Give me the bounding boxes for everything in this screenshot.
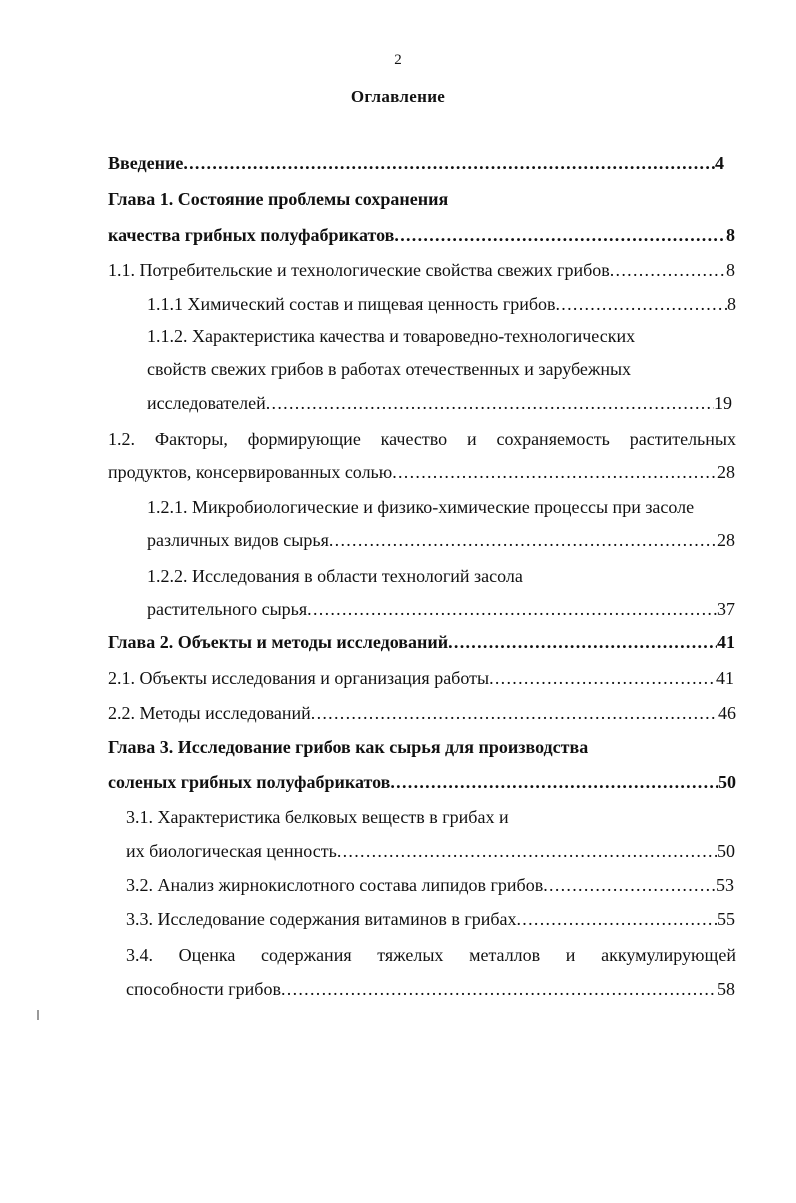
toc-entry-text: 3.1. Характеристика белковых веществ в грибах и (126, 807, 509, 827)
dot-leader (394, 218, 726, 252)
toc-entry-section-1-2-2[interactable] (147, 592, 735, 626)
toc-page-number: 50 (717, 841, 735, 861)
toc-entry-text: Введение (108, 153, 184, 173)
toc-entry-section-1-1[interactable] (108, 253, 735, 287)
toc-page-number: 28 (717, 462, 735, 482)
toc-page-number: 28 (717, 530, 735, 550)
toc-entry-text: 3.2. Анализ жирнокислотного состава липидов грибов (126, 875, 544, 895)
dot-leader (329, 523, 717, 557)
toc-entry-section-3-1-line1[interactable] (126, 800, 509, 834)
toc-page-number: 8 (726, 260, 735, 280)
toc-entry-text: продуктов, консервированных солью (108, 462, 393, 482)
toc-entry-section-3-3[interactable] (126, 902, 735, 936)
toc-entry-section-3-1[interactable] (126, 834, 735, 868)
toc-entry-section-1-2-2-line1[interactable] (147, 559, 523, 593)
toc-entry-text: 1.2.2. Исследования в области технологий засола (147, 566, 523, 586)
toc-entry-section-3-4[interactable] (126, 972, 735, 1006)
dot-leader (307, 592, 717, 626)
toc-entry-section-1-2-1[interactable] (147, 523, 735, 557)
dot-leader (311, 696, 718, 730)
toc-entry-text: Глава 2. Объекты и методы исследований (108, 632, 449, 652)
toc-entry-text: 2.1. Объекты исследования и организация работы (108, 668, 490, 688)
toc-entry-section-1-2-1-line1[interactable] (147, 490, 694, 524)
toc-page-number: 53 (716, 875, 734, 895)
toc-page-number: 8 (727, 294, 736, 314)
toc-page-number: 50 (718, 772, 736, 792)
dot-leader (543, 868, 716, 902)
toc-entry-text: способности грибов (126, 979, 281, 999)
toc-entry-section-2-1[interactable] (108, 661, 734, 695)
scan-artifact (37, 1010, 39, 1020)
toc-entry-section-1-1-2[interactable] (147, 386, 732, 420)
toc-entry-text: качества грибных полуфабрикатов (108, 225, 395, 245)
dot-leader (337, 834, 717, 868)
dot-leader (489, 661, 716, 695)
toc-entry-text: 1.1.1 Химический состав и пищевая ценность грибов (147, 294, 556, 314)
toc-entry-text: 3.3. Исследование содержания витаминов в грибах (126, 909, 517, 929)
toc-entry-section-1-1-2-line1[interactable] (147, 319, 635, 353)
toc-entry-text: растительного сырья (147, 599, 308, 619)
toc-entry-intro[interactable] (108, 146, 724, 180)
toc-page-number: 19 (714, 393, 732, 413)
toc-entry-text: 1.2. Факторы, формирующие качество и сохраняемость растительных (108, 429, 736, 449)
toc-entry-chapter-3[interactable] (108, 765, 736, 799)
toc-entry-text: Глава 1. Состояние проблемы сохранения (108, 189, 449, 209)
toc-entry-section-1-2[interactable] (108, 455, 735, 489)
toc-entry-text: 1.1.2. Характеристика качества и товароведно-технологических (147, 326, 636, 346)
dot-leader (392, 455, 717, 489)
toc-entry-section-3-4-line1[interactable] (126, 938, 736, 972)
dot-leader (556, 287, 728, 321)
toc-entry-section-3-2[interactable] (126, 868, 734, 902)
dot-leader (448, 625, 717, 659)
toc-page-number: 37 (717, 599, 735, 619)
toc-entry-text: их биологическая ценность (126, 841, 337, 861)
dot-leader (390, 765, 718, 799)
toc-page-number: 55 (717, 909, 735, 929)
toc-entry-chapter-1[interactable] (108, 218, 735, 252)
toc-page-number: 4 (715, 153, 724, 173)
dot-leader (517, 902, 718, 936)
toc-entry-text: 2.2. Методы исследований (108, 703, 311, 723)
dot-leader (610, 253, 726, 287)
dot-leader (183, 146, 715, 180)
toc-page-number: 41 (717, 632, 735, 652)
toc-entry-text: различных видов сырья (147, 530, 329, 550)
toc-entry-section-1-1-1[interactable] (147, 287, 736, 321)
toc-page-number: 46 (718, 703, 736, 723)
page-title: Оглавление (350, 87, 446, 106)
toc-entry-text: свойств свежих грибов в работах отечественных и зарубежных (147, 359, 632, 379)
page-number: 2 (394, 52, 402, 68)
toc-entry-text: Глава 3. Исследование грибов как сырья для производства (108, 737, 589, 757)
toc-entry-text: 1.1. Потребительские и технологические свойства свежих грибов (108, 260, 610, 280)
toc-entry-section-1-2-line1[interactable] (108, 422, 736, 456)
dot-leader (281, 972, 717, 1006)
toc-page-number: 41 (716, 668, 734, 688)
toc-entry-text: 1.2.1. Микробиологические и физико-химические процессы при засоле (147, 497, 695, 517)
toc-entry-text: 3.4. Оценка содержания тяжелых металлов и аккумулирующей (126, 945, 736, 965)
toc-page-number: 58 (717, 979, 735, 999)
toc-entry-chapter-2[interactable] (108, 625, 735, 659)
toc-entry-text: соленых грибных полуфабрикатов (108, 772, 391, 792)
toc-entry-chapter-1-heading[interactable] (108, 182, 448, 216)
toc-entry-text: исследователей (147, 393, 266, 413)
toc-entry-section-1-1-2-line2[interactable] (147, 352, 631, 386)
toc-entry-chapter-3-heading[interactable] (108, 730, 588, 764)
dot-leader (266, 386, 714, 420)
toc-entry-section-2-2[interactable] (108, 696, 736, 730)
toc-page-number: 8 (726, 225, 735, 245)
